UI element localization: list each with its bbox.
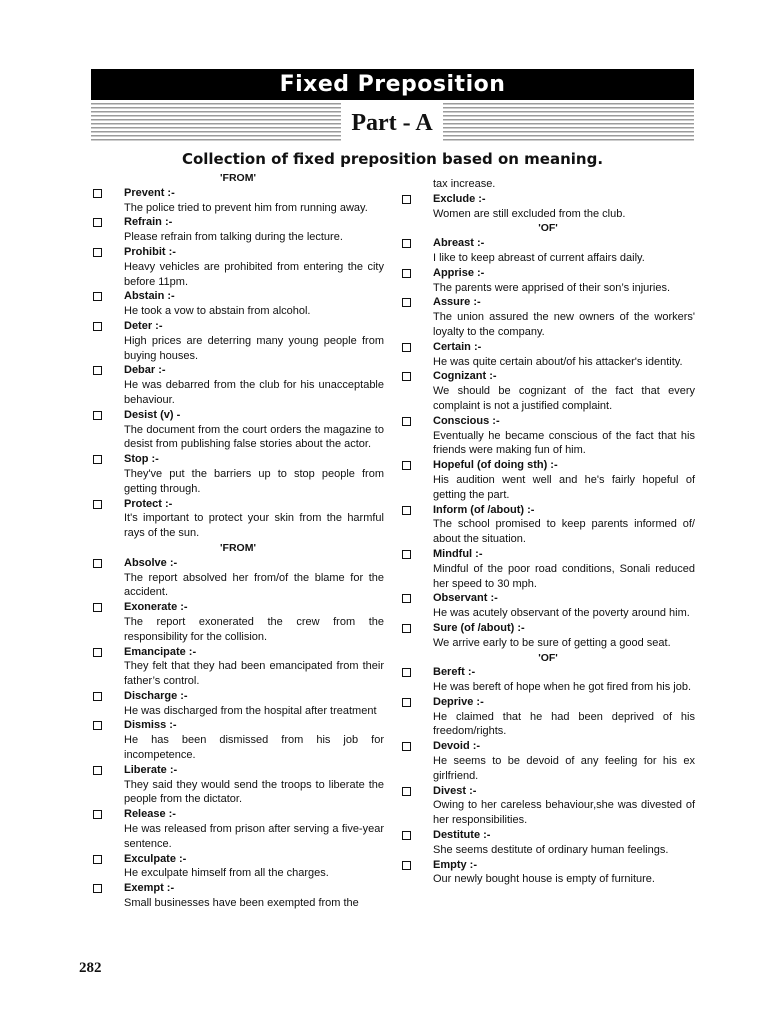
- example-sentence: Heavy vehicles are prohibited from entering the city before 11pm.: [124, 260, 384, 288]
- entry-word: Deter :-: [124, 319, 163, 332]
- preposition-entry: [92, 689, 384, 719]
- preposition-entry: [92, 497, 384, 541]
- checkbox-bullet-icon: [402, 269, 411, 278]
- entry-word: Exempt :-: [124, 882, 175, 895]
- checkbox-bullet-icon: [402, 461, 411, 470]
- checkbox-bullet-icon: [93, 884, 102, 893]
- entry-word: Exclude :-: [433, 192, 486, 205]
- preposition-entry: [401, 503, 695, 547]
- entry-word: Dismiss :-: [124, 719, 177, 732]
- example-sentence: His audition went well and he's fairly hopeful of getting the part.: [433, 473, 695, 501]
- section-heading: 'OF': [538, 222, 558, 235]
- entry-word: Abstain :-: [124, 290, 175, 303]
- example-sentence: The document from the court orders the magazine to desist from publishing false stories about the actor.: [124, 423, 384, 451]
- checkbox-bullet-icon: [402, 787, 411, 796]
- preposition-entry: [401, 695, 695, 739]
- checkbox-bullet-icon: [402, 831, 411, 840]
- entry-word: Prevent :-: [124, 186, 175, 199]
- preposition-entry: [401, 295, 695, 339]
- checkbox-bullet-icon: [93, 500, 102, 509]
- entry-word: Certain :-: [433, 340, 482, 353]
- checkbox-bullet-icon: [93, 248, 102, 257]
- example-sentence: She seems destitute of ordinary human feelings.: [433, 843, 669, 856]
- example-sentence: Women are still excluded from the club.: [433, 207, 626, 220]
- checkbox-bullet-icon: [402, 298, 411, 307]
- checkbox-bullet-icon: [402, 343, 411, 352]
- entry-word: Liberate :-: [124, 763, 178, 776]
- example-sentence: He was released from prison after serving a five-year sentence.: [124, 823, 384, 850]
- entry-word: Mindful :-: [433, 547, 483, 560]
- example-sentence: The report exonerated the crew from the responsibility for the collision.: [124, 615, 384, 643]
- checkbox-bullet-icon: [93, 366, 102, 375]
- entry-word: Destitute :-: [433, 829, 491, 842]
- part-banner: [91, 103, 694, 143]
- example-sentence: He took a vow to abstain from alcohol.: [124, 305, 311, 318]
- preposition-entry: [401, 665, 695, 695]
- checkbox-bullet-icon: [402, 550, 411, 559]
- right-column: [401, 177, 695, 887]
- entry-word: Sure (of /about) :-: [433, 621, 525, 634]
- example-sentence: The police tried to prevent him from running away.: [124, 201, 368, 214]
- preposition-entry: [401, 591, 695, 621]
- example-sentence: The school promised to keep parents informed of/ about the situation.: [433, 518, 695, 546]
- entry-word: Protect :-: [124, 497, 173, 510]
- checkbox-bullet-icon: [93, 692, 102, 701]
- example-sentence: We should be cognizant of the fact that every complaint is not a justified complaint.: [433, 385, 695, 412]
- example-sentence: The report absolved her from/of the blame for the accident.: [124, 571, 384, 599]
- example-sentence: He was bereft of hope when he got fired from his job.: [433, 681, 692, 694]
- preposition-entry: [92, 245, 384, 289]
- example-sentence: He was discharged from the hospital after treatment: [124, 704, 377, 717]
- entry-word: Emancipate :-: [124, 645, 197, 658]
- entry-word: Observant :-: [433, 592, 498, 605]
- checkbox-bullet-icon: [402, 742, 411, 751]
- entry-word: Refrain :-: [124, 216, 173, 229]
- continued-example: tax increase.: [433, 178, 496, 190]
- checkbox-bullet-icon: [93, 766, 102, 775]
- entry-word: Assure :-: [433, 296, 481, 309]
- section-heading: 'FROM': [220, 172, 256, 184]
- checkbox-bullet-icon: [93, 455, 102, 464]
- entry-word: Stop :-: [124, 453, 159, 466]
- preposition-entry: [401, 828, 695, 858]
- entry-word: Inform (of /about) :-: [433, 503, 535, 516]
- example-sentence: Mindful of the poor road conditions, Sonali reduced her speed to 30 mph.: [433, 562, 695, 590]
- section-heading: 'FROM': [220, 541, 256, 554]
- preposition-entry: [401, 414, 695, 458]
- entry-word: Conscious :-: [433, 414, 500, 427]
- checkbox-bullet-icon: [402, 624, 411, 633]
- preposition-entry: [92, 215, 384, 245]
- part-label: Part - A: [341, 103, 443, 143]
- preposition-entry: [92, 556, 384, 600]
- entry-word: Exonerate :-: [124, 601, 188, 614]
- example-sentence: The union assured the new owners of the workers' loyalty to the company.: [433, 311, 695, 338]
- subtitle: Collection of fixed preposition based on meaning.: [181, 150, 604, 168]
- preposition-entry: [92, 763, 384, 807]
- checkbox-bullet-icon: [402, 506, 411, 515]
- checkbox-bullet-icon: [402, 195, 411, 204]
- left-column: [92, 171, 384, 911]
- entry-word: Apprise :-: [433, 266, 485, 279]
- preposition-entry: [401, 192, 695, 222]
- example-sentence: He exculpate himself from all the charges.: [124, 867, 329, 880]
- entry-word: Desist (v) -: [124, 408, 181, 421]
- entry-word: Prohibit :-: [124, 245, 176, 258]
- checkbox-bullet-icon: [93, 292, 102, 301]
- page-title: Fixed Preposition: [279, 72, 506, 97]
- checkbox-bullet-icon: [93, 218, 102, 227]
- checkbox-bullet-icon: [402, 372, 411, 381]
- example-sentence: Small businesses have been exempted from the: [124, 897, 359, 910]
- example-sentence: He was acutely observant of the poverty around him.: [433, 607, 690, 620]
- example-sentence: It's important to protect your skin from the harmful rays of the sun.: [124, 512, 384, 540]
- example-sentence: We arrive early to be sure of getting a good seat.: [433, 636, 671, 649]
- checkbox-bullet-icon: [93, 559, 102, 568]
- entry-word: Hopeful (of doing sth) :-: [433, 459, 558, 472]
- preposition-entry: [92, 600, 384, 644]
- example-sentence: High prices are deterring many young people from buying houses.: [124, 334, 384, 362]
- preposition-entry: [401, 340, 695, 370]
- example-sentence: He claimed that he had been deprived of his freedom/rights.: [433, 710, 695, 738]
- example-sentence: They said they would send the troops to liberate the people from the dictator.: [124, 778, 384, 806]
- title-banner: [91, 69, 694, 100]
- checkbox-bullet-icon: [93, 810, 102, 819]
- preposition-entry: [401, 784, 695, 828]
- entry-word: Absolve :-: [124, 556, 178, 569]
- preposition-entry: [401, 858, 695, 888]
- example-sentence: They've put the barriers up to stop people from getting through.: [124, 467, 384, 495]
- entry-word: Release :-: [124, 808, 176, 821]
- checkbox-bullet-icon: [93, 648, 102, 657]
- preposition-entry: [92, 807, 384, 851]
- preposition-entry: [401, 266, 695, 296]
- checkbox-bullet-icon: [402, 698, 411, 707]
- example-sentence: The parents were apprised of their son’s injuries.: [433, 281, 671, 294]
- entry-word: Cognizant :-: [433, 370, 497, 383]
- example-sentence: He seems to be devoid of any feeling for his ex girlfriend.: [433, 755, 695, 782]
- entry-word: Deprive :-: [433, 695, 484, 708]
- page-number: 282: [79, 960, 102, 976]
- preposition-entry: [92, 852, 384, 882]
- preposition-entry: [401, 547, 695, 591]
- example-sentence: He was debarred from the club for his unacceptable behaviour.: [124, 379, 384, 406]
- checkbox-bullet-icon: [93, 721, 102, 730]
- preposition-entry: [92, 645, 384, 689]
- preposition-entry: [401, 739, 695, 783]
- example-sentence: They felt that they had been emancipated from their father’s control.: [124, 660, 384, 688]
- example-sentence: He has been dismissed from his job for incompetence.: [124, 734, 384, 762]
- section-heading: 'OF': [538, 651, 558, 664]
- checkbox-bullet-icon: [93, 411, 102, 420]
- entry-word: Empty :-: [433, 858, 477, 871]
- checkbox-bullet-icon: [402, 417, 411, 426]
- example-sentence: Please refrain from talking during the lecture.: [124, 231, 343, 244]
- checkbox-bullet-icon: [402, 668, 411, 677]
- preposition-entry: [92, 881, 384, 911]
- preposition-entry: [92, 289, 384, 319]
- entry-word: Devoid :-: [433, 740, 481, 753]
- preposition-entry: [401, 369, 695, 413]
- entry-word: Abreast :-: [433, 237, 485, 250]
- checkbox-bullet-icon: [402, 239, 411, 248]
- preposition-entry: [92, 363, 384, 407]
- preposition-entry: [92, 186, 384, 216]
- preposition-entry: [92, 452, 384, 496]
- entry-word: Discharge :-: [124, 689, 188, 702]
- entry-word: Exculpate :-: [124, 852, 187, 865]
- example-sentence: He was quite certain about/of his attacker's identity.: [433, 355, 683, 368]
- example-sentence: I like to keep abreast of current affairs daily.: [433, 251, 645, 264]
- entry-word: Divest :-: [433, 784, 477, 797]
- preposition-entry: [401, 458, 695, 502]
- example-sentence: Our newly bought house is empty of furniture.: [433, 873, 655, 886]
- preposition-entry: [401, 621, 695, 651]
- example-sentence: Eventually he became conscious of the fact that his friends were making fun of him.: [433, 429, 695, 457]
- preposition-entry: [401, 236, 695, 266]
- entry-word: Debar :-: [124, 364, 166, 377]
- entry-word: Bereft :-: [433, 666, 476, 679]
- checkbox-bullet-icon: [93, 189, 102, 198]
- preposition-entry: [92, 718, 384, 762]
- checkbox-bullet-icon: [402, 594, 411, 603]
- preposition-entry: [92, 319, 384, 363]
- checkbox-bullet-icon: [402, 861, 411, 870]
- checkbox-bullet-icon: [93, 855, 102, 864]
- preposition-entry: [92, 408, 384, 452]
- example-sentence: Owing to her careless behaviour,she was divested of her responsibilities.: [433, 799, 695, 827]
- checkbox-bullet-icon: [93, 603, 102, 612]
- checkbox-bullet-icon: [93, 322, 102, 331]
